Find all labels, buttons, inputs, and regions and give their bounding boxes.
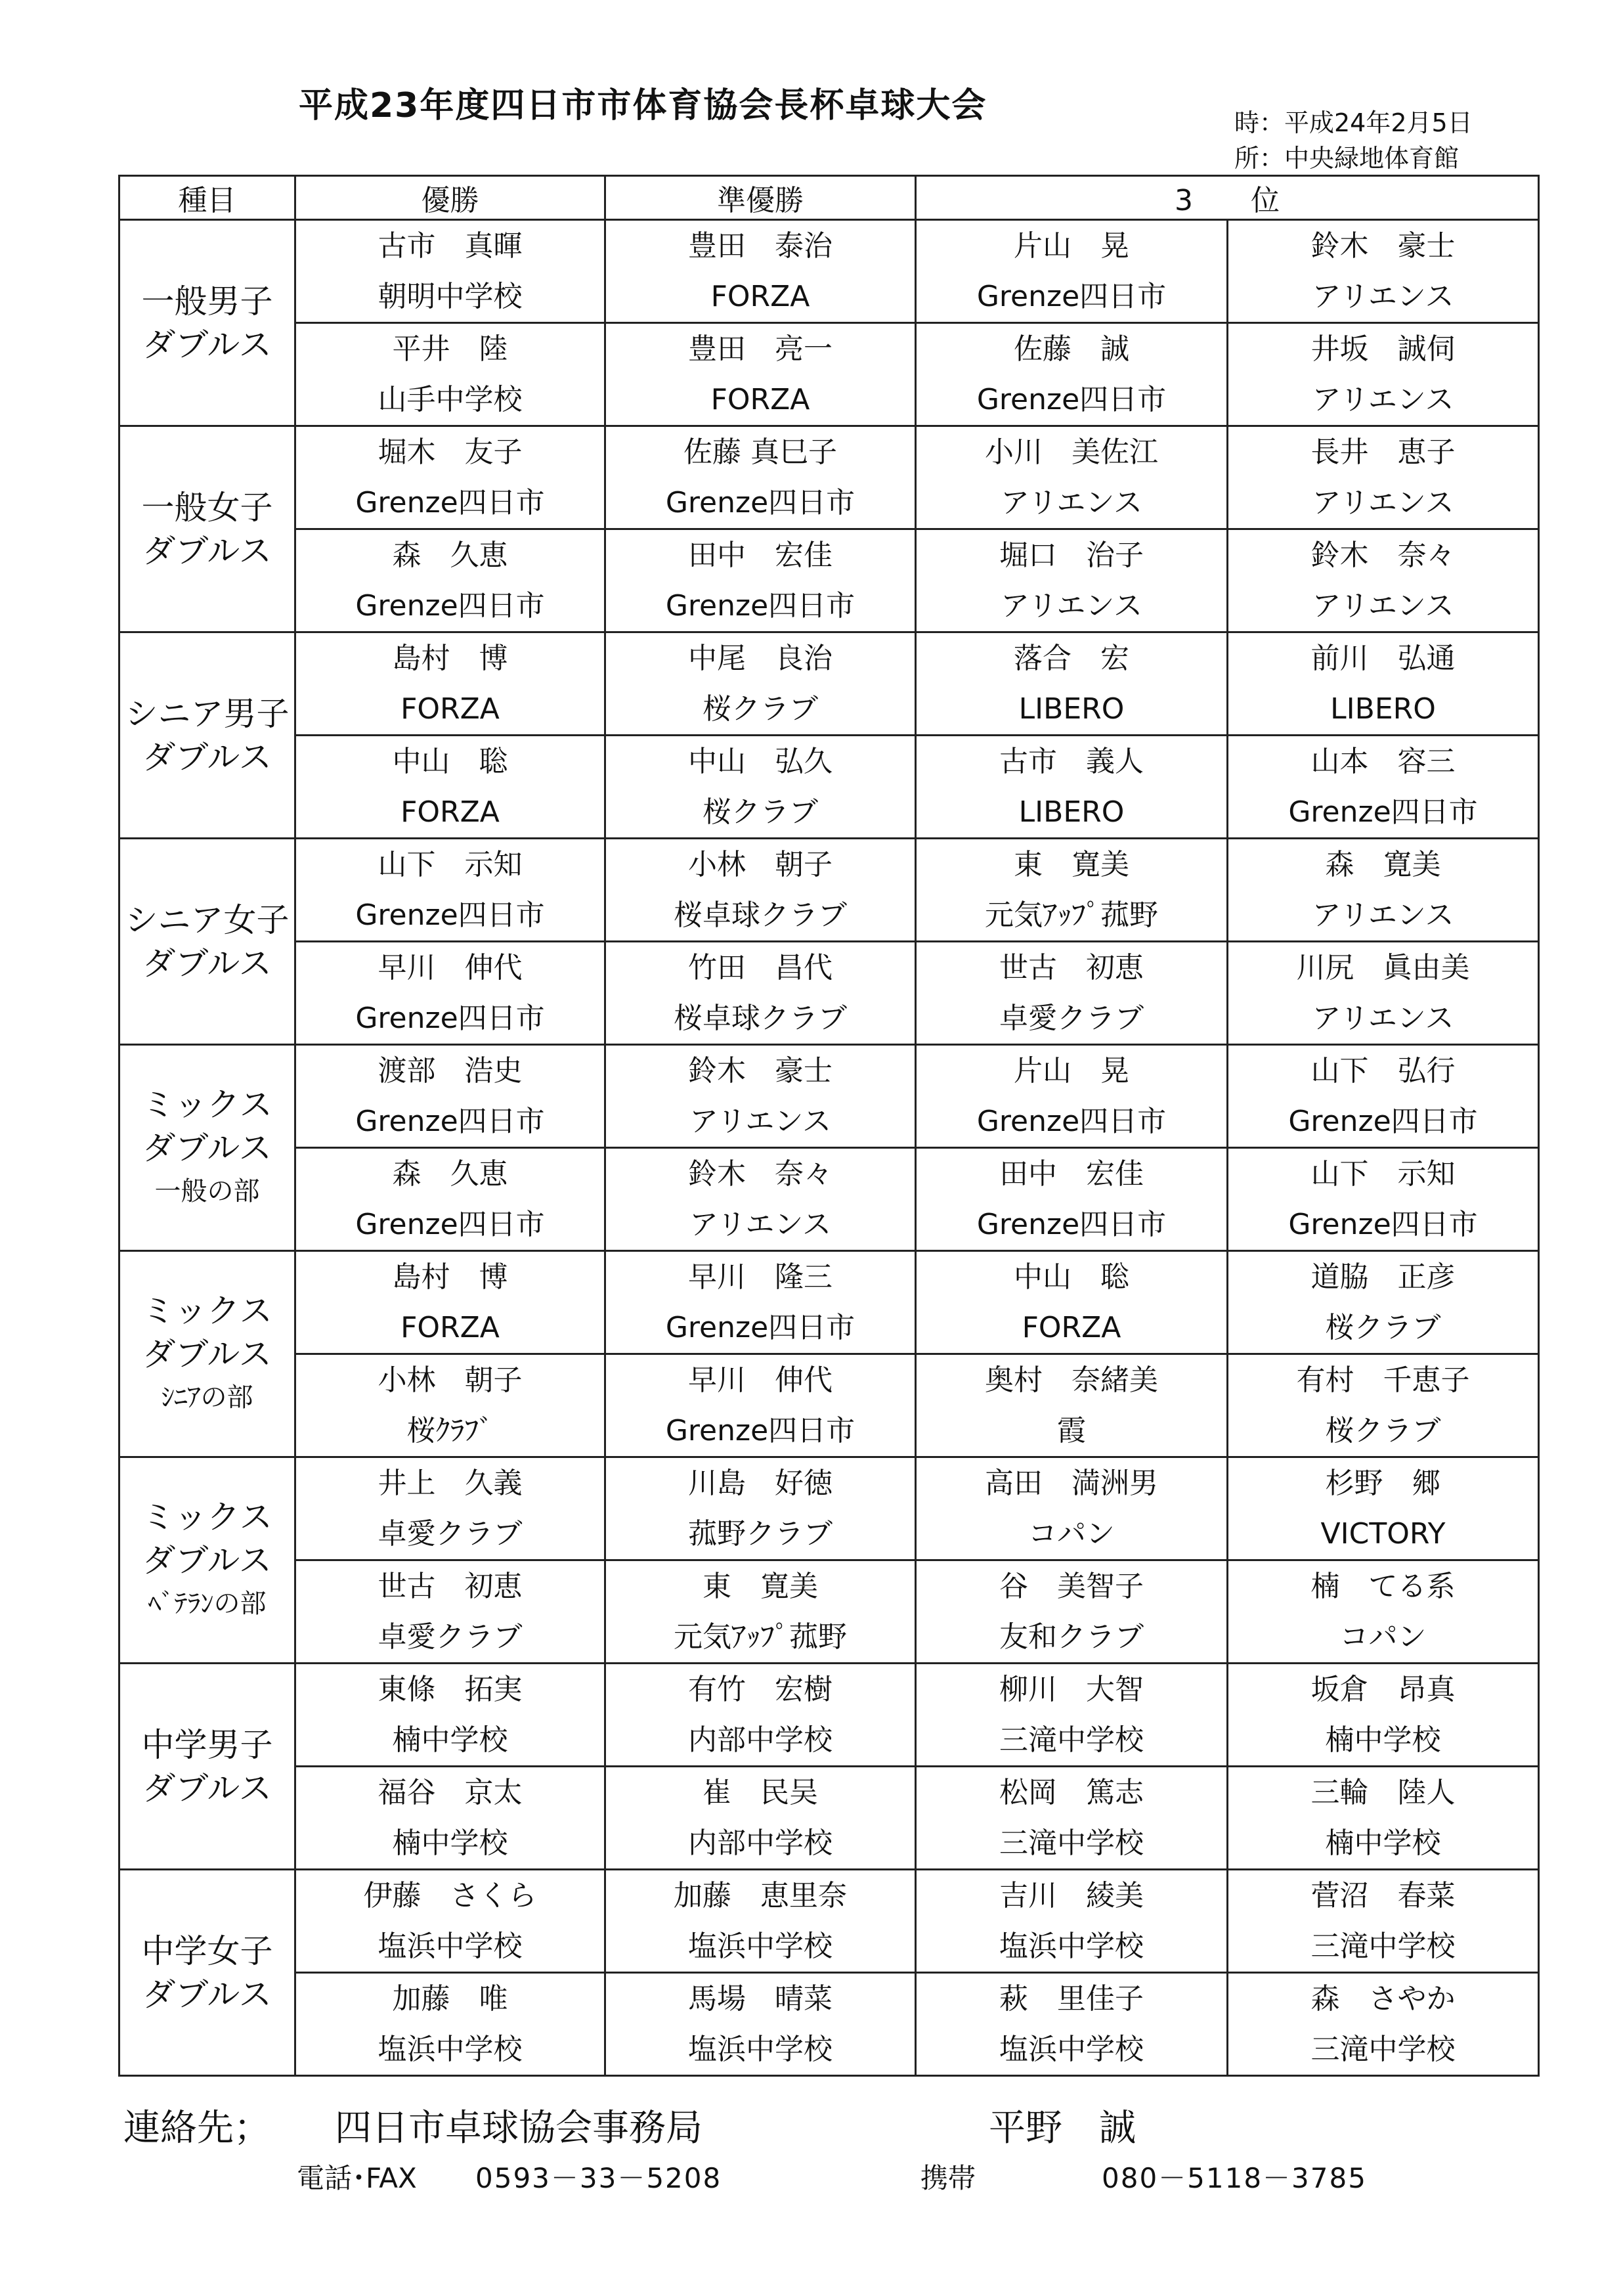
player-name: 田中 宏佳 <box>999 1157 1144 1191</box>
player-name: 早川 伸代 <box>688 1363 833 1397</box>
result-cell <box>916 1457 1228 1560</box>
table-row <box>119 1045 1539 1148</box>
table-row <box>119 1767 1539 1870</box>
club-name: 菰野クラブ <box>688 1517 833 1551</box>
player-name: 小川 美佐江 <box>985 435 1158 469</box>
club-name: Grenze四日市 <box>355 486 545 519</box>
club-name: 霞 <box>1057 1414 1086 1447</box>
category-label: シニア女子 <box>125 900 290 939</box>
contact-organization: 四日市卓球協会事務局 <box>335 2107 703 2150</box>
club-name: VICTORY <box>1320 1517 1446 1551</box>
player-name: 前川 弘通 <box>1310 642 1456 675</box>
result-cell <box>1228 1767 1539 1870</box>
category-cell <box>119 1664 295 1870</box>
result-cell <box>1228 839 1539 942</box>
player-name: 森 寛美 <box>1325 848 1441 881</box>
result-cell <box>916 736 1228 839</box>
result-cell <box>605 839 916 942</box>
result-cell <box>916 1973 1228 2076</box>
player-name: 東 寛美 <box>703 1570 818 1603</box>
club-name: 桜ｸﾗﾌﾞ <box>406 1414 494 1447</box>
club-name: 三滝中学校 <box>1310 2033 1456 2066</box>
player-name: 鈴木 豪士 <box>688 1054 833 1088</box>
table-row <box>119 1354 1539 1457</box>
club-name: 朝明中学校 <box>378 280 523 313</box>
result-cell <box>1228 1560 1539 1664</box>
result-cell <box>916 529 1228 632</box>
result-cell <box>916 942 1228 1045</box>
player-name: 柳川 大智 <box>999 1673 1144 1706</box>
player-name: 島村 博 <box>392 642 508 675</box>
table-row <box>119 1664 1539 1767</box>
player-name: 高田 満洲男 <box>985 1467 1158 1500</box>
result-cell <box>295 220 605 323</box>
category-cell <box>119 1870 295 2076</box>
table-row <box>119 529 1539 632</box>
header-runner-up: 準優勝 <box>605 176 916 220</box>
club-name: コパン <box>1028 1517 1115 1551</box>
player-name: 東 寛美 <box>1014 848 1129 881</box>
result-cell <box>605 632 916 736</box>
club-name: 塩浜中学校 <box>688 2033 833 2066</box>
result-cell <box>916 1767 1228 1870</box>
player-name: 加藤 唯 <box>392 1982 508 2016</box>
club-name: FORZA <box>1022 1311 1121 1344</box>
club-name: Grenze四日市 <box>355 589 545 623</box>
club-name: 三滝中学校 <box>999 1723 1144 1757</box>
club-name: FORZA <box>710 383 810 416</box>
category-label: 中学男子 <box>141 1725 273 1764</box>
result-cell <box>605 1973 916 2076</box>
result-cell <box>1228 529 1539 632</box>
result-cell <box>295 1045 605 1148</box>
result-cell <box>1228 426 1539 529</box>
player-name: 竹田 昌代 <box>688 951 833 984</box>
player-name: 三輪 陸人 <box>1310 1776 1456 1809</box>
result-cell <box>1228 220 1539 323</box>
result-cell <box>1228 1870 1539 1973</box>
result-cell <box>1228 632 1539 736</box>
club-name: LIBERO <box>1018 795 1125 829</box>
result-cell <box>295 1664 605 1767</box>
header-winner: 優勝 <box>295 176 605 220</box>
club-name: Grenze四日市 <box>1288 795 1478 829</box>
club-name: Grenze四日市 <box>355 1105 545 1138</box>
result-cell <box>1228 1045 1539 1148</box>
club-name: アリエンス <box>689 1208 832 1241</box>
club-name: 友和クラブ <box>999 1620 1144 1654</box>
result-cell <box>295 1560 605 1664</box>
club-name: 三滝中学校 <box>1310 1930 1456 1963</box>
club-name: 桜クラブ <box>1325 1311 1441 1344</box>
result-cell <box>295 839 605 942</box>
club-name: 塩浜中学校 <box>378 1930 523 1963</box>
player-name: 山下 弘行 <box>1310 1054 1456 1088</box>
player-name: 堀木 友子 <box>378 435 523 469</box>
result-cell <box>916 323 1228 426</box>
club-name: Grenze四日市 <box>665 486 855 519</box>
result-cell <box>295 1767 605 1870</box>
result-cell <box>605 1457 916 1560</box>
result-cell <box>605 736 916 839</box>
category-label: ダブルス <box>142 325 272 364</box>
player-name: 加藤 恵里奈 <box>674 1879 847 1912</box>
category-cell <box>119 1045 295 1251</box>
player-name: 伊藤 さくら <box>363 1879 537 1912</box>
player-name: 山下 示知 <box>1310 1157 1456 1191</box>
player-name: 鈴木 奈々 <box>1310 539 1456 572</box>
player-name: 古市 義人 <box>999 745 1144 778</box>
player-name: 山本 容三 <box>1310 745 1456 778</box>
category-label: ミックス <box>142 1291 272 1330</box>
category-label: 一般女子 <box>141 488 273 527</box>
player-name: 萩 里佳子 <box>999 1982 1144 2016</box>
result-cell <box>605 1767 916 1870</box>
player-name: 早川 伸代 <box>378 951 523 984</box>
club-name: アリエンス <box>1000 486 1143 519</box>
club-name: FORZA <box>400 795 500 829</box>
player-name: 中尾 良治 <box>688 642 833 675</box>
result-cell <box>1228 942 1539 1045</box>
player-name: 早川 隆三 <box>688 1260 833 1294</box>
result-cell <box>295 1973 605 2076</box>
result-cell <box>1228 1973 1539 2076</box>
club-name: コパン <box>1339 1620 1427 1654</box>
category-cell <box>119 220 295 426</box>
result-cell <box>916 220 1228 323</box>
category-label: ダブルス <box>142 1128 272 1167</box>
category-label: ｼﾆｱの部 <box>161 1382 253 1413</box>
category-label: 一般男子 <box>141 282 273 320</box>
club-name: Grenze四日市 <box>976 1208 1167 1241</box>
contact-person: 平野 誠 <box>989 2107 1136 2150</box>
table-row <box>119 632 1539 736</box>
result-cell <box>1228 1354 1539 1457</box>
player-name: 坂倉 昂真 <box>1310 1673 1456 1706</box>
club-name: アリエンス <box>1312 589 1454 623</box>
player-name: 吉川 綾美 <box>999 1879 1144 1912</box>
player-name: 世古 初恵 <box>378 1570 523 1603</box>
player-name: 長井 恵子 <box>1310 435 1456 469</box>
player-name: 世古 初恵 <box>999 951 1144 984</box>
player-name: 森 久恵 <box>392 1157 508 1191</box>
player-name: 堀口 治子 <box>999 539 1144 572</box>
player-name: 奥村 奈緒美 <box>985 1363 1158 1397</box>
player-name: 豊田 亮一 <box>688 332 833 366</box>
player-name: 森 久恵 <box>392 539 508 572</box>
category-label: ダブルス <box>142 1541 272 1579</box>
club-name: 卓愛クラブ <box>378 1517 523 1551</box>
player-name: 小林 朝子 <box>688 848 833 881</box>
club-name: 元気ｱｯﾌﾟ菰野 <box>985 898 1158 932</box>
club-name: Grenze四日市 <box>976 383 1167 416</box>
results-table <box>118 175 1540 2077</box>
club-name: FORZA <box>400 1311 500 1344</box>
result-cell <box>295 323 605 426</box>
result-cell <box>605 1251 916 1354</box>
result-cell <box>916 1560 1228 1664</box>
club-name: 塩浜中学校 <box>999 1930 1144 1963</box>
player-name: 中山 聡 <box>392 745 508 778</box>
category-label: ダブルス <box>142 1769 272 1807</box>
player-name: 菅沼 春菜 <box>1310 1879 1456 1912</box>
player-name: 山下 示知 <box>378 848 523 881</box>
result-cell <box>295 736 605 839</box>
result-cell <box>1228 1148 1539 1251</box>
player-name: 東條 拓実 <box>378 1673 523 1706</box>
player-name: 豊田 泰治 <box>688 229 833 263</box>
result-cell <box>1228 1457 1539 1560</box>
category-cell <box>119 839 295 1045</box>
club-name: 楠中学校 <box>392 1826 508 1860</box>
result-cell <box>1228 1664 1539 1767</box>
phone-label: 電話･FAX <box>297 2162 417 2194</box>
player-name: 井上 久義 <box>378 1467 523 1500</box>
player-name: 古市 真暉 <box>378 229 523 263</box>
header-third: 3 位 <box>916 176 1539 220</box>
event-meta <box>1234 105 1473 176</box>
result-cell <box>916 1045 1228 1148</box>
club-name: アリエンス <box>1312 898 1454 932</box>
result-cell <box>916 1870 1228 1973</box>
club-name: LIBERO <box>1018 692 1125 726</box>
club-name: Grenze四日市 <box>665 589 855 623</box>
player-name: 中山 聡 <box>1014 1260 1129 1294</box>
result-cell <box>605 220 916 323</box>
result-cell <box>295 1148 605 1251</box>
player-name: 田中 宏佳 <box>688 539 833 572</box>
club-name: アリエンス <box>689 1105 832 1138</box>
result-cell <box>916 632 1228 736</box>
category-label: ダブルス <box>142 1975 272 2014</box>
club-name: 塩浜中学校 <box>999 2033 1144 2066</box>
club-name: 桜卓球クラブ <box>674 898 847 932</box>
result-cell <box>295 1354 605 1457</box>
category-label: ダブルス <box>142 531 272 570</box>
table-row <box>119 1457 1539 1560</box>
result-cell <box>916 1354 1228 1457</box>
result-cell <box>916 1664 1228 1767</box>
player-name: 鈴木 豪士 <box>1310 229 1456 263</box>
result-cell <box>295 1457 605 1560</box>
player-name: 鈴木 奈々 <box>688 1157 833 1191</box>
category-label: ダブルス <box>142 738 272 776</box>
result-cell <box>916 839 1228 942</box>
club-name: 桜クラブ <box>1325 1414 1441 1447</box>
club-name: 楠中学校 <box>392 1723 508 1757</box>
result-cell <box>605 323 916 426</box>
player-name: 島村 博 <box>392 1260 508 1294</box>
result-cell <box>605 1870 916 1973</box>
club-name: アリエンス <box>1312 280 1454 313</box>
category-label: ﾍﾞﾃﾗﾝの部 <box>148 1588 267 1619</box>
club-name: Grenze四日市 <box>976 280 1167 313</box>
result-cell <box>295 942 605 1045</box>
result-cell <box>605 1664 916 1767</box>
player-name: 楠 てる系 <box>1310 1570 1456 1603</box>
mobile-number: 080－5118－3785 <box>1102 2162 1367 2194</box>
club-name: 内部中学校 <box>688 1723 833 1757</box>
player-name: 有村 千恵子 <box>1296 1363 1470 1397</box>
player-name: 松岡 篤志 <box>999 1776 1144 1809</box>
result-cell <box>605 1560 916 1664</box>
club-name: 内部中学校 <box>688 1826 833 1860</box>
club-name: 桜クラブ <box>703 692 818 726</box>
results-body <box>119 176 1539 2076</box>
player-name: 渡部 浩史 <box>378 1054 523 1088</box>
club-name: Grenze四日市 <box>355 1002 545 1035</box>
mobile-label: 携帯 <box>920 2162 976 2194</box>
club-name: Grenze四日市 <box>355 1208 545 1241</box>
category-label: 一般の部 <box>154 1176 260 1206</box>
player-name: 谷 美智子 <box>999 1570 1144 1603</box>
table-row <box>119 839 1539 942</box>
club-name: 卓愛クラブ <box>999 1002 1144 1035</box>
club-name: Grenze四日市 <box>976 1105 1167 1138</box>
category-label: ミックス <box>142 1085 272 1124</box>
club-name: Grenze四日市 <box>1288 1105 1478 1138</box>
player-name: 井坂 誠伺 <box>1310 332 1456 366</box>
club-name: 元気ｱｯﾌﾟ菰野 <box>674 1620 847 1654</box>
player-name: 川尻 眞由美 <box>1296 951 1470 984</box>
result-cell <box>295 1870 605 1973</box>
player-name: 森 さやか <box>1310 1982 1456 2016</box>
contact-label: 連絡先； <box>123 2107 270 2150</box>
category-cell <box>119 1457 295 1664</box>
club-name: Grenze四日市 <box>665 1414 855 1447</box>
player-name: 杉野 郷 <box>1325 1467 1441 1500</box>
result-cell <box>1228 323 1539 426</box>
header-event: 種目 <box>119 176 295 220</box>
club-name: 桜卓球クラブ <box>674 1002 847 1035</box>
player-name: 片山 晃 <box>1014 1054 1129 1088</box>
club-name: LIBERO <box>1330 692 1436 726</box>
club-name: 楠中学校 <box>1325 1723 1441 1757</box>
result-cell <box>295 632 605 736</box>
player-name: 福谷 京太 <box>378 1776 523 1809</box>
table-row <box>119 1148 1539 1251</box>
category-cell <box>119 426 295 632</box>
table-row <box>119 220 1539 323</box>
table-row <box>119 1560 1539 1664</box>
player-name: 落合 宏 <box>1014 642 1129 675</box>
club-name: 山手中学校 <box>378 383 523 416</box>
player-name: 馬場 晴菜 <box>688 1982 833 2016</box>
category-label: シニア男子 <box>125 694 290 733</box>
player-name: 佐藤 誠 <box>1014 332 1129 366</box>
club-name: 桜クラブ <box>703 795 818 829</box>
result-cell <box>916 1148 1228 1251</box>
table-row <box>119 1870 1539 1973</box>
table-row <box>119 736 1539 839</box>
result-cell <box>295 1251 605 1354</box>
player-name: 佐藤 真巳子 <box>683 435 837 469</box>
club-name: アリエンス <box>1312 383 1454 416</box>
table-row <box>119 426 1539 529</box>
result-cell <box>295 529 605 632</box>
category-label: ダブルス <box>142 1335 272 1373</box>
result-cell <box>605 529 916 632</box>
result-cell <box>916 1251 1228 1354</box>
club-name: Grenze四日市 <box>355 898 545 932</box>
player-name: 中山 弘久 <box>688 745 833 778</box>
result-cell <box>916 426 1228 529</box>
player-name: 川島 好徳 <box>688 1467 833 1500</box>
table-row <box>119 1251 1539 1354</box>
player-name: 片山 晃 <box>1014 229 1129 263</box>
event-date: 時：平成24年2月5日 <box>1234 108 1473 137</box>
category-label: ミックス <box>142 1497 272 1536</box>
result-cell <box>295 426 605 529</box>
result-cell <box>605 942 916 1045</box>
player-name: 平井 陸 <box>392 332 508 366</box>
club-name: 塩浜中学校 <box>378 2033 523 2066</box>
category-cell <box>119 632 295 839</box>
event-venue: 所：中央緑地体育館 <box>1234 144 1460 173</box>
player-name: 崔 民吴 <box>703 1776 818 1809</box>
result-cell <box>605 1148 916 1251</box>
player-name: 小林 朝子 <box>378 1363 523 1397</box>
club-name: 楠中学校 <box>1325 1826 1441 1860</box>
club-name: アリエンス <box>1312 1002 1454 1035</box>
result-cell <box>605 1354 916 1457</box>
table-row <box>119 942 1539 1045</box>
category-label: ダブルス <box>142 944 272 982</box>
club-name: アリエンス <box>1000 589 1143 623</box>
table-row <box>119 1973 1539 2076</box>
club-name: Grenze四日市 <box>665 1311 855 1344</box>
club-name: FORZA <box>400 692 500 726</box>
player-name: 有竹 宏樹 <box>688 1673 833 1706</box>
phone-number: 0593－33－5208 <box>475 2162 722 2194</box>
category-label: 中学女子 <box>141 1932 273 1970</box>
club-name: アリエンス <box>1312 486 1454 519</box>
category-cell <box>119 1251 295 1457</box>
phone-line <box>297 2157 1479 2196</box>
header-row <box>119 176 1539 220</box>
table-row <box>119 323 1539 426</box>
club-name: 卓愛クラブ <box>378 1620 523 1654</box>
club-name: 塩浜中学校 <box>688 1930 833 1963</box>
club-name: 三滝中学校 <box>999 1826 1144 1860</box>
result-cell <box>1228 736 1539 839</box>
club-name: Grenze四日市 <box>1288 1208 1478 1241</box>
result-cell <box>605 426 916 529</box>
result-cell <box>1228 1251 1539 1354</box>
page-title: 平成23年度四日市市体育協会長杯卓球大会 <box>299 86 987 125</box>
club-name: FORZA <box>710 280 810 313</box>
player-name: 道脇 正彦 <box>1310 1260 1456 1294</box>
result-cell <box>605 1045 916 1148</box>
